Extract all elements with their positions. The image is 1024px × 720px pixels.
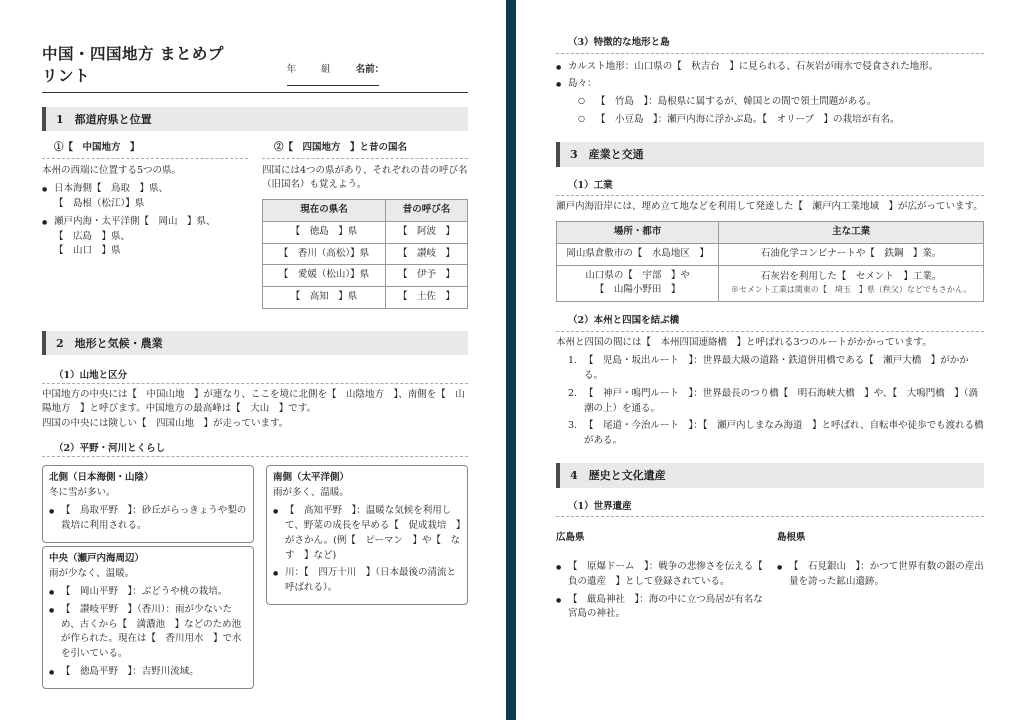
plains-left-column xyxy=(42,465,254,689)
student-info xyxy=(287,61,468,86)
section-heading-2: 2 地形と気候・農業 xyxy=(42,331,468,355)
subheading-plains: （2）平野・河川とくらし xyxy=(42,440,468,457)
list-item: ● 島々： ○ 【 竹島 】：島根県に属するが、韓国との間で領土問題がある。 ○ 【 小豆島 】：瀬戸内海に浮かぶ島。【 オリーブ 】の栽培が有名。 xyxy=(556,77,984,127)
table-row: 岡山県倉敷市の【 水島地区 】 石油化学コンビナートや【 鉄鋼 】業。 xyxy=(557,243,984,265)
shikoku-desc: 四国には4つの県があり、それぞれの昔の呼び名（旧国名）も覚えよう。 xyxy=(262,164,468,191)
section-heading-1: 1 都道府県と位置 xyxy=(42,107,468,131)
table-row: 【 徳島 】県 【 阿波 】 xyxy=(263,221,468,243)
list-item: ● 【 徳島平野 】：吉野川流域。 xyxy=(49,665,247,680)
subheading-landforms: （3）特徴的な地形と島 xyxy=(556,36,984,54)
shikoku-column xyxy=(262,139,468,309)
section-1-columns xyxy=(42,139,468,309)
list-item: ○ 【 竹島 】：島根県に属するが、韓国との間で領土問題がある。 xyxy=(568,95,984,110)
list-item: 1. 【 児島・坂出ルート 】：世界最大級の道路・鉄道併用橋である【 瀬戸大橋 】がかかる。 xyxy=(568,355,969,382)
subheading-world-heritage: （1）世界遺産 xyxy=(556,500,984,518)
table-header: 場所・都市 xyxy=(557,222,719,244)
north-title: 北側（日本海側・山陰） xyxy=(49,471,154,483)
heritage-columns xyxy=(556,531,984,625)
worksheet-header xyxy=(42,42,468,93)
grade-label: 年 xyxy=(286,64,297,75)
hiroshima-column xyxy=(556,531,773,625)
list-item: 2. 【 神戸・鳴門ルート 】：世界最長のつり橋【 明石海峡大橋 】や、【 大鳴門橋 】（渦潮の上）を通る。 xyxy=(568,387,979,414)
list-item: ● 【 岡山平野 】：ぶどうや桃の栽培。 xyxy=(49,585,247,600)
list-item: ● 川：【 四万十川 】（日本最後の清流と呼ばれる）。 xyxy=(273,566,461,595)
worksheet-title: 中国・四国地方 まとめプリント xyxy=(42,44,224,85)
south-desc: 雨が多く、温暖。 xyxy=(273,486,349,498)
shikoku-subheading: ②【 四国地方 】と昔の国名 xyxy=(262,141,468,159)
list-item: ● 瀬戸内海・太平洋側【 岡山 】県、 【 広島 】県、 【 山口 】県 xyxy=(42,215,248,259)
table-row: 【 香川（高松）】県 【 讃岐 】 xyxy=(263,243,468,265)
class-label: 組 xyxy=(321,64,331,75)
worksheet-page-right xyxy=(516,0,1024,720)
north-desc: 冬に雪が多い。 xyxy=(49,486,116,498)
name-blank-line xyxy=(287,76,379,86)
list-item: ● カルスト地形：山口県の【 秋吉台 】に見られる、石灰岩が雨水で侵食された地形。 xyxy=(556,60,984,75)
center-title: 中央（瀬戸内海周辺） xyxy=(49,552,145,564)
north-box xyxy=(42,465,254,543)
list-item: ○ 【 小豆島 】：瀬戸内海に浮かぶ島。【 オリーブ 】の栽培が有名。 xyxy=(568,113,984,128)
subheading-mountains: （1）山地と区分 xyxy=(42,367,468,384)
chugoku-column xyxy=(42,139,248,309)
section-heading-3: 3 産業と交通 xyxy=(556,142,984,167)
shimane-column xyxy=(777,531,984,625)
mountains-paragraph-2: 四国の中央には険しい【 四国山地 】が走っています。 xyxy=(42,418,289,430)
center-box xyxy=(42,546,254,689)
subheading-bridges: （2）本州と四国を結ぶ橋 xyxy=(556,314,984,332)
south-title: 南側（太平洋側） xyxy=(273,471,350,483)
subheading-industry: （1）工業 xyxy=(556,179,984,197)
south-box xyxy=(266,465,468,605)
chugoku-subheading: ①【 中国地方 】 xyxy=(42,141,248,159)
list-item: ● 【 原爆ドーム 】：戦争の悲惨さを伝える【 負の遺産 】として登録されている。 xyxy=(556,560,763,589)
table-row: 【 愛媛（松山）】県 【 伊予 】 xyxy=(263,265,468,287)
table-row: 【 高知 】県 【 土佐 】 xyxy=(263,287,468,309)
industry-paragraph: 瀬戸内海沿岸には、埋め立て地などを利用して発達した【 瀬戸内工業地域 】が広がっています。 xyxy=(556,201,983,213)
name-label: 名前： xyxy=(355,64,385,75)
table-header: 現在の県名 xyxy=(263,200,386,222)
section-heading-4: 4 歴史と文化遺産 xyxy=(556,463,984,488)
plains-right-column xyxy=(266,465,468,689)
list-item: ● 【 鳥取平野 】：砂丘がらっきょうや梨の栽培に利用される。 xyxy=(49,504,247,533)
list-item: ● 【 讃岐平野 】（香川）：雨が少ないため、古くから【 満濃池 】などのため池が作られた。現在は【 香川用水 】で水を引いている。 xyxy=(49,603,247,662)
list-item: ● 【 厳島神社 】：海の中に立つ鳥居が有名な宮島の神社。 xyxy=(556,593,763,622)
hiroshima-heading: 広島県 xyxy=(556,532,585,544)
list-item: ● 【 石見銀山 】：かつて世界有数の銀の産出量を誇った鉱山遺跡。 xyxy=(777,560,984,589)
list-item: ● 日本海側【 鳥取 】県、 【 島根（松江）】県 xyxy=(42,182,248,211)
shimane-heading: 島根県 xyxy=(777,532,806,544)
worksheet-page-left xyxy=(0,0,506,720)
routes-list xyxy=(556,354,984,448)
list-item: 3. 【 尾道・今治ルート 】：【 瀬戸内しまなみ海道 】と呼ばれ、自転車や徒歩でも渡れる橋がある。 xyxy=(568,420,984,446)
table-header: 主な工業 xyxy=(719,222,984,244)
center-desc: 雨が少なく、温暖。 xyxy=(49,567,135,579)
bridges-paragraph: 本州と四国の間には【 本州四国連絡橋 】と呼ばれる3つのルートがかかっています。 xyxy=(556,336,932,348)
plains-boxes xyxy=(42,465,468,689)
chugoku-desc: 本州の西端に位置する5つの県。 xyxy=(42,164,182,176)
industry-table xyxy=(556,221,984,302)
table-row: 山口県の【 宇部 】や 【 山陽小野田 】 石灰岩を利用した【 セメント 】工業。 ※セメント工業は関東の【 埼玉 】県（秩父）などでもさかん。 xyxy=(557,265,984,301)
mountains-paragraph-1: 中国地方の中央には【 中国山地 】が連なり、ここを境に北側を【 山陰地方 】、南側を【 山陽地方 】と呼びます。中国地方の最高峰は【 大山 】です。 xyxy=(42,388,465,415)
prefecture-table xyxy=(262,199,468,309)
list-item: ● 【 高知平野 】：温暖な気候を利用して、野菜の成長を早める【 促成栽培 】がさかん。(例【 ピーマン 】や【 なす 】など) xyxy=(273,504,461,563)
table-header: 昔の呼び名 xyxy=(386,200,468,222)
